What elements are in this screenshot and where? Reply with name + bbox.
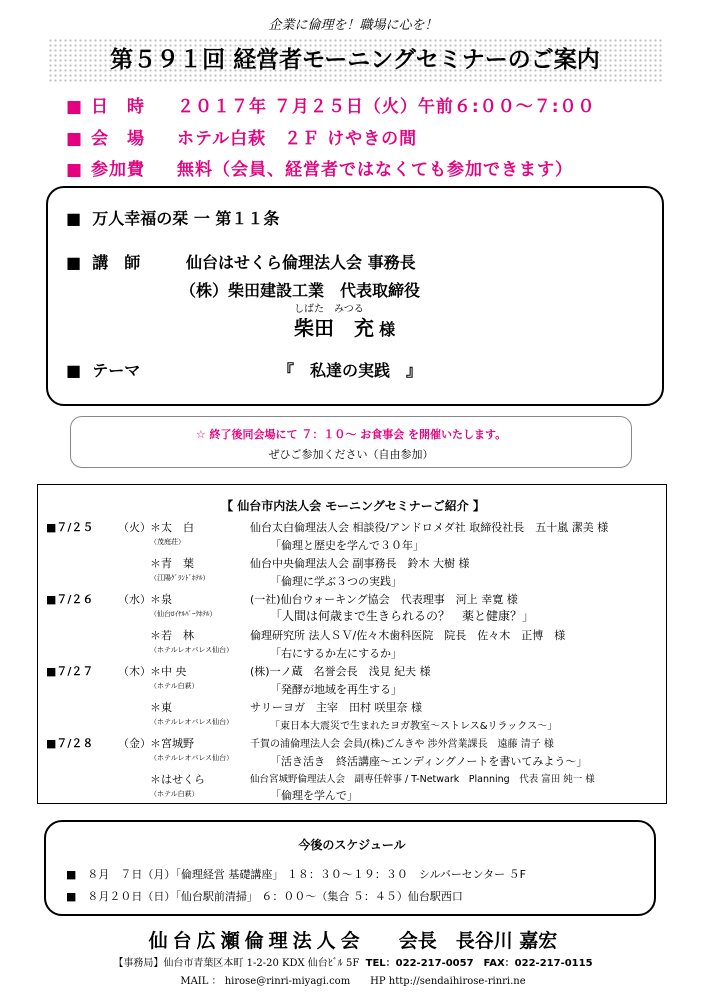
speaker-label-line: [66, 250, 140, 273]
tagline: 企業に倫理を！職場に心を！: [268, 18, 438, 33]
speaker-info: (一社)仙台ウォーキング協会 代表理事 河上 幸寛 様: [250, 593, 518, 606]
contact-line: [0, 954, 706, 969]
fee-line: [66, 155, 573, 180]
organizer-line: [0, 926, 706, 953]
chapter-name: ＊太 白: [150, 521, 194, 534]
day-weekday: （木）: [118, 665, 151, 678]
lecture-theme: 「東日本大震災で生まれたヨガ教室～ストレス&リラックス～」: [270, 721, 558, 732]
chapter-venue: （江陽ｸﾞﾗﾝﾄﾞﾎﾃﾙ）: [150, 574, 210, 582]
theme-value: 『 私達の実践 』: [278, 361, 423, 380]
chapter-venue: （ホテルレオパレス仙台）: [150, 754, 234, 762]
speaker-info: (株)一ノ蔵 名誉会長 浅見 紀夫 様: [250, 665, 431, 678]
date-line: [66, 92, 596, 117]
speaker-name-line: [294, 312, 395, 341]
page-title: 第５９１回 経営者モーニングセミナーのご案内: [48, 38, 662, 82]
lecture-theme: 「発酵が地域を再生する」: [270, 683, 402, 696]
day-date: ■７/２８: [46, 737, 94, 750]
speaker-label: 講 師: [92, 253, 141, 272]
bullet-square-icon: ■: [66, 361, 82, 380]
office-address: 【事務局】仙台市青葉区本町 1-2-20 KDX 仙台ﾋﾞﾙ 5F: [113, 958, 360, 969]
chapter-venue: （ホテル白萩）: [150, 682, 199, 690]
speaker-ruby: しばた みつる: [294, 304, 364, 315]
speaker-info: サリーヨガ 主宰 田村 咲里奈 様: [250, 701, 422, 714]
dinner-line-1: [71, 426, 631, 442]
day-date: ■７/２５: [46, 521, 94, 534]
lecture-theme: 「右にするか左にするか」: [270, 647, 402, 660]
lecture-theme: 「倫理と歴史を学んで３０年」: [270, 539, 424, 552]
dinner-line-2: ぜひご参加ください（自由参加）: [268, 448, 434, 461]
lecture-theme: 「倫理を学んで」: [270, 789, 358, 802]
organization-name: 仙台広瀬倫理法人会: [148, 930, 365, 952]
day-weekday: （金）: [118, 737, 151, 750]
speaker-honorific: 様: [379, 320, 396, 339]
chapter-venue: （ホテルレオパレス仙台）: [150, 718, 234, 726]
lecture-theme: 「活き活き 終活講座～エンディングノートを書いてみよう～」: [270, 755, 588, 768]
schedule-title: 今後のスケジュール: [298, 838, 406, 852]
phone-fax: TEL：022-217-0057 FAX：022-217-0115: [365, 958, 593, 969]
speaker-info: 倫理研究所 法人ＳＶ/佐々木歯科医院 院長 佐々木 正博 様: [250, 629, 566, 642]
theme-label-line: [66, 358, 140, 381]
fee-value: 無料（会員、経営者ではなくても参加できます）: [177, 160, 573, 180]
speaker-affiliation-1: 仙台はせくら倫理法人会 事務長: [186, 253, 416, 272]
day-weekday: （水）: [118, 593, 151, 606]
day-date: ■７/２７: [46, 665, 94, 678]
speaker-info: 仙台中央倫理法人会 副事務長 鈴木 大樹 様: [250, 557, 470, 570]
bullet-square-icon: ■: [66, 129, 84, 149]
speaker-info: 千賀の浦倫理法人会 会員/(株)ごんきや 渉外営業課長 遠藤 清子 様: [250, 739, 554, 750]
date-label: 日 時: [91, 97, 145, 117]
chapter-name: ＊泉: [150, 593, 172, 606]
venue-label: 会 場: [91, 129, 145, 149]
bullet-square-icon: ■: [66, 160, 84, 180]
intro-title: 【 仙台市内法人会 モーニングセミナーご紹介 】: [221, 499, 485, 513]
chairman: 会長 長谷川 嘉宏: [398, 930, 558, 952]
bullet-square-icon: ■: [66, 253, 82, 272]
chapter-venue: （ホテルレオパレス仙台）: [150, 646, 234, 654]
chapter-venue: （仙台ﾛｲﾔﾙﾊﾟｰｸﾎﾃﾙ）: [150, 610, 217, 618]
dinner-notice-box: [70, 416, 632, 468]
chapter-name: ＊宮城野: [150, 737, 194, 750]
bullet-square-icon: ■: [66, 97, 84, 117]
venue-line: [66, 124, 417, 149]
seminar-intro-box: [37, 484, 667, 804]
speaker-info: 仙台太白倫理法人会 相談役/アンドロメダ社 取締役社長 五十嵐 潔美 様: [250, 521, 609, 534]
star-icon: ☆: [195, 428, 206, 441]
schedule-box: [44, 820, 656, 916]
chapter-name: ＊東: [150, 701, 172, 714]
schedule-item: ■ ８月 ７日（月）「倫理経営 基礎講座」 １８：３０～１９：３０ シルバーセンター ５F: [66, 868, 527, 881]
lecture-theme: 「倫理に学ぶ３つの実践」: [270, 575, 402, 588]
chapter-name: ＊若 林: [150, 629, 194, 642]
mail-web-line: MAIL ： hirose@rinri-miyagi.com HP http://sendaihirose-rinri.ne: [180, 976, 526, 987]
fee-label: 参加費: [91, 160, 145, 180]
speaker-name: 柴田 充: [294, 316, 374, 340]
speaker-info: 仙台宮城野倫理法人会 副専任幹事 / T-Netwark Planning 代表 富田 純一 様: [250, 774, 595, 785]
chapter-venue: （ホテル白萩）: [150, 790, 199, 798]
seminar-box: [46, 186, 664, 406]
chapter-name: ＊中 央: [150, 665, 187, 678]
speaker-affiliation-2: （株）柴田建設工業 代表取締役: [180, 281, 421, 300]
day-date: ■７/２６: [46, 593, 94, 606]
date-value: ２０１７年 ７月２５日（火）午前６:００～７:００: [177, 97, 596, 117]
day-weekday: （火）: [118, 521, 151, 534]
schedule-item: ■ ８月２０日（日）「仙台駅前清掃」 ６：００～（集合 ５：４５）仙台駅西口: [66, 890, 463, 903]
chapter-venue: （茂庭荘）: [150, 538, 185, 546]
theme-label: テーマ: [92, 361, 141, 380]
bullet-square-icon: ■: [66, 209, 82, 228]
lecture-theme: 「人間は何歳まで生きられるの？ 薬と健康？」: [270, 609, 535, 623]
chapter-name: ＊はせくら: [150, 773, 205, 786]
topic: 万人幸福の栞 一 第１１条: [92, 209, 280, 228]
topic-line: [66, 206, 279, 229]
venue-value: ホテル白萩 ２Ｆ けやきの間: [177, 129, 418, 149]
dinner-text: 終了後同会場にて ７：１０～ お食事会 を開催いたします。: [209, 428, 507, 441]
chapter-name: ＊青 葉: [150, 557, 194, 570]
